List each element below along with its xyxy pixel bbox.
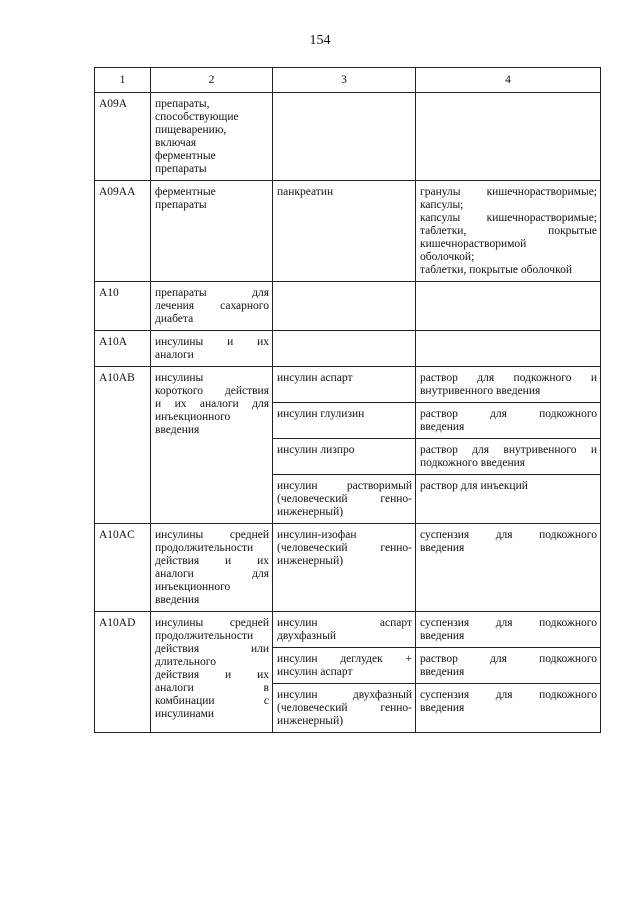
table-row	[95, 282, 601, 331]
text-line: инсулины средней	[155, 529, 269, 541]
drug-name-cell	[273, 475, 416, 524]
text-line: включая	[155, 137, 197, 149]
text-line: пищеварению,	[155, 124, 227, 136]
text-line: инсулин растворимый	[277, 480, 412, 492]
text-line: суспензия для подкожного	[420, 617, 597, 629]
text-line: аналоги в	[155, 682, 269, 694]
text-line: короткого действия	[155, 385, 269, 397]
table-row	[95, 331, 601, 367]
dosage-form-cell	[416, 403, 601, 439]
text-line: инсулины	[155, 372, 204, 384]
drug-name-cell	[273, 282, 416, 331]
drug-name-cell	[273, 648, 416, 684]
text-line: кишечнорастворимой	[420, 238, 527, 250]
text-line: продолжительности	[155, 630, 254, 642]
text-line: введения	[155, 594, 200, 606]
text-line: раствор для внутривенного и	[420, 444, 597, 456]
text-line: инсулин лизпро	[277, 444, 355, 456]
dosage-form-cell	[416, 524, 601, 612]
text-line: инсулин аспарт	[277, 372, 353, 384]
text-line: инъекционного	[155, 411, 231, 423]
text-line: таблетки, покрытые оболочкой	[420, 264, 572, 276]
text-line: инсулин двухфазный	[277, 689, 412, 701]
atc-group-name-cell	[151, 612, 273, 733]
atc-code-cell: A09AA	[95, 181, 151, 282]
text-line: введения	[155, 424, 200, 436]
text-line: инсулин аспарт	[277, 666, 353, 678]
atc-code-cell: A10AC	[95, 524, 151, 612]
drug-name-cell	[273, 684, 416, 733]
text-line: раствор для подкожного и	[420, 372, 597, 384]
text-line: комбинации с	[155, 695, 269, 707]
drug-name-cell: панкреатин	[273, 181, 416, 282]
text-line: инъекционного	[155, 581, 231, 593]
atc-code-cell: A09A	[95, 93, 151, 181]
text-line: введения	[420, 542, 465, 554]
text-line: инсулин-изофан	[277, 529, 357, 541]
text-line: действия и их	[155, 555, 269, 567]
text-line: инженерный)	[277, 715, 344, 727]
atc-group-name-cell	[151, 282, 273, 331]
text-line: оболочкой;	[420, 251, 475, 263]
text-line: двухфазный	[277, 630, 337, 642]
table-row	[95, 524, 601, 612]
drug-name-cell	[273, 367, 416, 403]
text-line: раствор для подкожного	[420, 653, 597, 665]
text-line: и их аналоги для	[155, 398, 269, 410]
dosage-form-cell	[416, 684, 601, 733]
text-line: инсулины средней	[155, 617, 269, 629]
text-line: суспензия для подкожного	[420, 689, 597, 701]
text-line: суспензия для подкожного	[420, 529, 597, 541]
drug-name-cell	[273, 439, 416, 475]
dosage-form-cell	[416, 612, 601, 648]
text-line: инсулин деглудек +	[277, 653, 412, 665]
text-line: подкожного введения	[420, 457, 526, 469]
table-row	[95, 181, 601, 282]
text-line: капсулы кишечнорастворимые;	[420, 212, 597, 224]
dosage-form-cell	[416, 181, 601, 282]
text-line: введения	[420, 630, 465, 642]
text-line: капсулы;	[420, 199, 464, 211]
table-body	[95, 93, 601, 733]
text-line: аналоги для	[155, 568, 269, 580]
text-line: раствор для подкожного	[420, 408, 597, 420]
text-line: введения	[420, 702, 465, 714]
text-line: длительного	[155, 656, 216, 668]
dosage-form-cell	[416, 93, 601, 181]
atc-group-name-cell	[151, 331, 273, 367]
column-header-4: 4	[416, 68, 601, 93]
dosage-form-cell	[416, 475, 601, 524]
text-line: раствор для инъекций	[420, 480, 528, 492]
text-line: действия или	[155, 643, 269, 655]
drug-name-cell	[273, 612, 416, 648]
column-header-1: 1	[95, 68, 151, 93]
text-line: действия и их	[155, 669, 269, 681]
atc-code-cell: A10A	[95, 331, 151, 367]
text-line: введения	[420, 421, 465, 433]
dosage-form-cell	[416, 439, 601, 475]
atc-group-name-cell	[151, 93, 273, 181]
atc-group-name-cell	[151, 181, 273, 282]
text-line: лечения сахарного	[155, 300, 269, 312]
header-row	[95, 68, 601, 93]
text-line: аналоги	[155, 349, 194, 361]
text-line: инсулины и их	[155, 336, 269, 348]
text-line: препараты	[155, 199, 207, 211]
text-line: инсулинами	[155, 708, 215, 720]
atc-code-cell: A10AD	[95, 612, 151, 733]
page-number: 154	[309, 33, 331, 48]
text-line: введения	[420, 666, 465, 678]
column-header-2: 2	[151, 68, 273, 93]
drug-table	[94, 67, 601, 733]
text-line: внутривенного введения	[420, 385, 541, 397]
atc-code-cell: A10AB	[95, 367, 151, 524]
table-row	[95, 93, 601, 181]
text-line: гранулы кишечнорастворимые;	[420, 186, 597, 198]
text-line: способствующие	[155, 111, 239, 123]
text-line: продолжительности	[155, 542, 254, 554]
dosage-form-cell	[416, 282, 601, 331]
text-line: препараты для	[155, 287, 269, 299]
dosage-form-cell	[416, 648, 601, 684]
text-line: ферментные	[155, 186, 216, 198]
text-line: инсулин аспарт	[277, 617, 412, 629]
drug-name-cell	[273, 403, 416, 439]
text-line: (человеческий генно-	[277, 493, 412, 505]
text-line: препараты,	[155, 98, 210, 110]
atc-group-name-cell	[151, 367, 273, 524]
text-line: препараты	[155, 163, 207, 175]
text-line: инженерный)	[277, 555, 344, 567]
table-row	[95, 612, 601, 648]
dosage-form-cell	[416, 367, 601, 403]
column-header-3: 3	[273, 68, 416, 93]
text-line: (человеческий генно-	[277, 542, 412, 554]
text-line: диабета	[155, 313, 194, 325]
atc-group-name-cell	[151, 524, 273, 612]
text-line: таблетки, покрытые	[420, 225, 597, 237]
text-line: инсулин глулизин	[277, 408, 365, 420]
drug-name-cell	[273, 331, 416, 367]
text-line: ферментные	[155, 150, 216, 162]
drug-name-cell	[273, 524, 416, 612]
atc-code-cell: A10	[95, 282, 151, 331]
table-header	[95, 68, 601, 93]
text-line: (человеческий генно-	[277, 702, 412, 714]
table-row	[95, 367, 601, 403]
drug-name-cell	[273, 93, 416, 181]
text-line: инженерный)	[277, 506, 344, 518]
dosage-form-cell	[416, 331, 601, 367]
